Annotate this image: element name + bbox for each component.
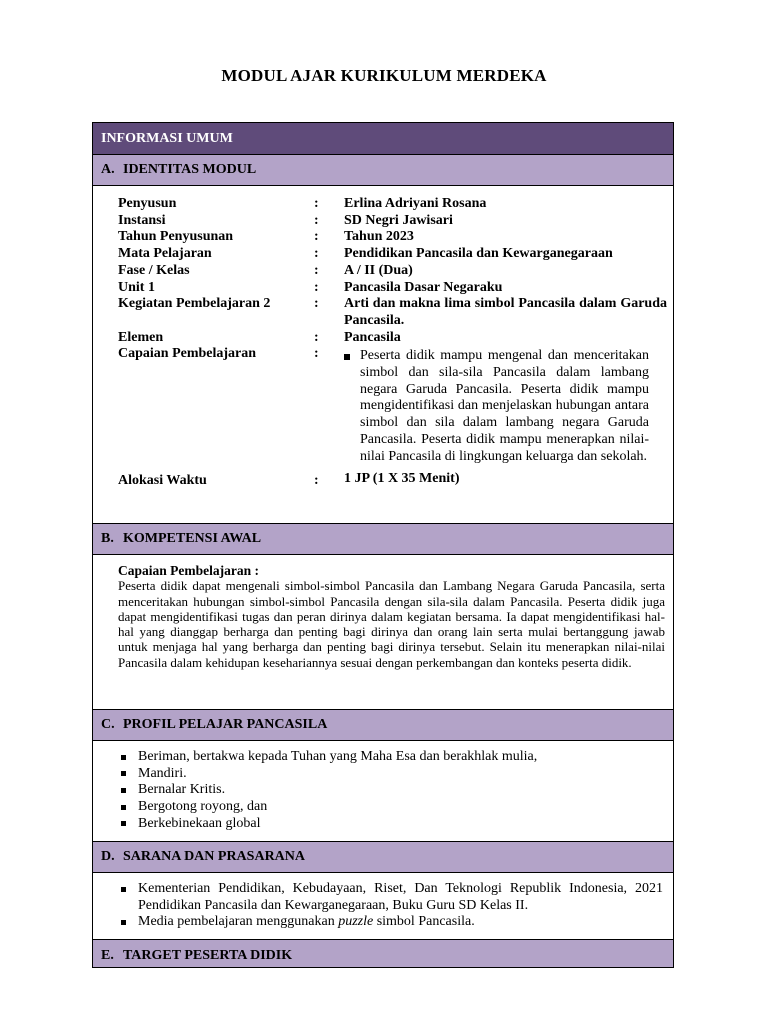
- section-d-number: D.: [101, 849, 115, 864]
- page-title: MODUL AJAR KURIKULUM MERDEKA: [221, 66, 547, 85]
- identitas-row: Penyusun : Erlina Adriyani Rosana: [118, 196, 487, 211]
- section-c-label: PROFIL PELAJAR PANCASILA: [123, 717, 328, 732]
- section-a-header: [93, 155, 673, 186]
- section-a-label: IDENTITAS MODUL: [123, 162, 257, 177]
- profil-list: [121, 749, 663, 833]
- section-e-label: TARGET PESERTA DIDIK: [123, 947, 293, 963]
- bullet-square-icon: [121, 771, 126, 776]
- kompetensi-awal-section: [93, 555, 673, 710]
- section-e-header: [93, 940, 673, 968]
- list-item: Kementerian Pendidikan, Kebudayaan, Riset, Dan Teknologi Republik Indonesia, 2021 Pendidikan Pancasila dan Kewarganegaraan, Buku Guru SD Kelas II.: [121, 881, 663, 914]
- bullet-square-icon: [344, 354, 350, 360]
- list-item: Mandiri.: [121, 766, 663, 783]
- sarana-prasarana-section: [93, 873, 673, 940]
- capaian-row: Capaian Pembelajaran : Peserta didik mampu mengenal dan menceritakan simbol dan sila-sila Pancasila dalam lambang negara Garuda Pancasila. Peserta didik mampu mengidentifikasi dan menjelaskan hubungan antara simbol dan sila dalam lambang negara Garuda Pancasila. Peserta didik mampu menerapkan nilai-nilai Pancasila di lingkungan keluarga dan sekolah.: [118, 346, 667, 465]
- list-item: Media pembelajaran menggunakan puzzle simbol Pancasila.: [121, 914, 663, 931]
- identitas-row: Instansi : SD Negri Jawisari: [118, 212, 453, 228]
- bullet-square-icon: [121, 887, 126, 892]
- profil-pelajar-section: [93, 741, 673, 842]
- bullet-square-icon: [121, 755, 126, 760]
- list-item: Bergotong royong, dan: [121, 799, 663, 816]
- informasi-umum-header: INFORMASI UMUM: [93, 123, 673, 155]
- kompetensi-heading: Capaian Pembelajaran :: [118, 563, 259, 578]
- bullet-square-icon: [121, 788, 126, 793]
- bullet-square-icon: [121, 805, 126, 810]
- section-b-label: KOMPETENSI AWAL: [123, 531, 262, 546]
- list-item: Peserta didik mampu mengenal dan menceritakan simbol dan sila-sila Pancasila dalam lambang negara Garuda Pancasila. Peserta didik mampu mengidentifikasi dan menjelaskan hubungan antara simbol dan sila dalam lambang negara Garuda Pancasila. Peserta didik mampu menerapkan nilai-nilai Pancasila di lingkungan keluarga dan sekolah.: [344, 348, 667, 465]
- bullet-square-icon: [121, 821, 126, 826]
- identitas-row: Mata Pelajaran : Pendidikan Pancasila dan Kewarganegaraan: [118, 246, 613, 262]
- identitas-row: Unit 1 : Pancasila Dasar Negaraku: [118, 279, 503, 295]
- section-e-number: E.: [101, 947, 114, 963]
- list-item: Berkebinekaan global: [121, 816, 663, 833]
- identitas-row: Elemen : Pancasila: [118, 329, 401, 345]
- identitas-row: Kegiatan Pembelajaran 2 : Arti dan makna lima simbol Pancasila dalam Garuda Pancasila.: [118, 296, 667, 328]
- sarana-list: [121, 881, 663, 931]
- bullet-square-icon: [121, 920, 126, 925]
- capaian-list: [344, 348, 667, 465]
- identitas-modul-section: [93, 186, 673, 524]
- module-table: [92, 122, 674, 968]
- identitas-row: Fase / Kelas : A / II (Dua): [118, 262, 413, 278]
- list-item: Bernalar Kritis.: [121, 782, 663, 799]
- section-c-number: C.: [101, 717, 115, 732]
- section-c-header: [93, 710, 673, 741]
- identitas-row: Tahun Penyusunan : Tahun 2023: [118, 229, 414, 245]
- kompetensi-text: Peserta didik dapat mengenali simbol-simbol Pancasila dan Lambang Negara Garuda Pancasila, serta menceritakan hubungan simbol-simbol Pancasila dengan sila-sila dalam Pancasila. Peserta didik juga dapat mengidentifikasi tugas dan peran dirinya dalam kegiatan bersama. Ia dapat mengidentifikasi hal-hal yang dianggap berharga dan penting bagi dirinya dan orang lain serta mulai bertanggung jawab untuk menjaga hal yang berharga dan penting bagi dirinya tersebut. Selain itu menerapkan nilai-nilai Pancasila dalam kehidupan kesehariannya sesuai dengan perkembangan dan konteks peserta didik.: [118, 578, 665, 670]
- section-b-header: [93, 524, 673, 555]
- section-a-number: A.: [101, 162, 115, 177]
- section-b-number: B.: [101, 531, 114, 546]
- alokasi-row: Alokasi Waktu : 1 JP (1 X 35 Menit): [118, 471, 460, 489]
- section-d-label: SARANA DAN PRASARANA: [123, 849, 306, 864]
- section-d-header: [93, 842, 673, 873]
- list-item: Beriman, bertakwa kepada Tuhan yang Maha Esa dan berakhlak mulia,: [121, 749, 663, 766]
